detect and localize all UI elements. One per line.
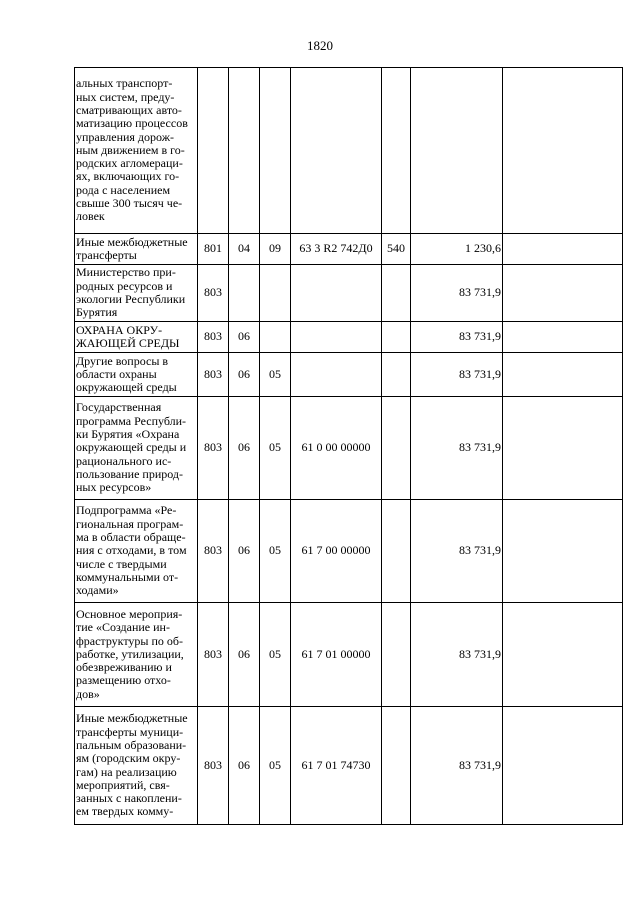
cell-vr: 540 (382, 234, 411, 265)
cell-pr (260, 322, 291, 353)
cell-vr (382, 353, 411, 397)
name-line: работке, утилизации, (76, 646, 184, 661)
budget-table (74, 67, 623, 825)
name-line: ма в области обраще- (76, 530, 186, 545)
cell-extra (503, 397, 623, 500)
cell-sum: 83 731,9 (411, 603, 503, 707)
cell-rz (229, 68, 260, 234)
cell-extra (503, 322, 623, 353)
cell-name (75, 68, 198, 234)
cell-grbs: 803 (198, 603, 229, 707)
cell-vr (382, 707, 411, 825)
name-line: ях, включающих го- (76, 169, 180, 184)
cell-grbs: 801 (198, 234, 229, 265)
table-row (75, 603, 623, 707)
cell-vr (382, 397, 411, 500)
cell-grbs: 803 (198, 353, 229, 397)
cell-pr (260, 68, 291, 234)
cell-rz: 06 (229, 397, 260, 500)
cell-rz: 06 (229, 322, 260, 353)
name-line: Иные межбюджетные (76, 711, 188, 726)
name-line: ным движением в го- (76, 142, 185, 157)
name-line: трансферты муници- (76, 724, 184, 739)
table-row (75, 397, 623, 500)
cell-csr (291, 322, 382, 353)
name-line: Подпрограмма «Ре- (76, 503, 177, 518)
name-line: экологии Республики (76, 292, 186, 306)
name-line: дов» (76, 686, 100, 701)
cell-sum: 83 731,9 (411, 265, 503, 322)
cell-name (75, 322, 198, 353)
name-line: ОХРАНА ОКРУ- (76, 322, 163, 337)
cell-vr (382, 603, 411, 707)
name-line: рода с населением (76, 182, 171, 197)
name-line: фраструктуры по об- (76, 633, 184, 648)
table-row (75, 322, 623, 353)
cell-grbs: 803 (198, 397, 229, 500)
cell-vr (382, 265, 411, 322)
name-line: ловек (76, 209, 105, 224)
cell-name (75, 234, 198, 265)
name-line: коммунальными от- (76, 569, 179, 584)
name-line: окружающей среды и (76, 440, 187, 455)
cell-name (75, 603, 198, 707)
cell-pr: 05 (260, 500, 291, 603)
name-line: области охраны (76, 366, 157, 381)
cell-vr (382, 500, 411, 603)
name-line: свыше 300 тысяч че- (76, 196, 183, 211)
name-line: ния с отходами, в том (76, 543, 187, 558)
name-line: ных ресурсов» (76, 480, 152, 495)
table-row (75, 265, 623, 322)
cell-rz: 06 (229, 353, 260, 397)
cell-csr: 61 7 00 00000 (291, 500, 382, 603)
cell-pr (260, 265, 291, 322)
cell-extra (503, 353, 623, 397)
name-line: ем твердых комму- (76, 804, 174, 819)
table-row (75, 353, 623, 397)
name-line: размещению отхо- (76, 673, 171, 688)
cell-pr: 09 (260, 234, 291, 265)
name-line: окружающей среды (76, 380, 177, 395)
cell-grbs: 803 (198, 707, 229, 825)
name-line: родских агломераци- (76, 156, 183, 171)
cell-name (75, 265, 198, 322)
cell-pr: 05 (260, 707, 291, 825)
cell-rz (229, 265, 260, 322)
table-row (75, 500, 623, 603)
cell-rz: 06 (229, 500, 260, 603)
name-line: матизацию процессов (76, 116, 188, 131)
name-line: сматривающих авто- (76, 102, 182, 117)
cell-csr: 61 7 01 00000 (291, 603, 382, 707)
cell-sum: 83 731,9 (411, 707, 503, 825)
name-line: гиональная програм- (76, 516, 184, 531)
cell-sum: 83 731,9 (411, 397, 503, 500)
cell-pr: 05 (260, 353, 291, 397)
name-line: обезвреживанию и (76, 660, 172, 675)
cell-csr: 63 3 R2 742Д0 (291, 234, 382, 265)
cell-csr (291, 353, 382, 397)
cell-pr: 05 (260, 603, 291, 707)
cell-grbs: 803 (198, 500, 229, 603)
cell-name (75, 397, 198, 500)
cell-pr: 05 (260, 397, 291, 500)
table-row (75, 68, 623, 234)
cell-sum: 83 731,9 (411, 322, 503, 353)
name-line: Государственная (76, 400, 162, 415)
cell-csr: 61 0 00 00000 (291, 397, 382, 500)
cell-sum: 83 731,9 (411, 500, 503, 603)
cell-extra (503, 234, 623, 265)
page-number: 1820 (307, 38, 333, 53)
cell-grbs: 803 (198, 322, 229, 353)
cell-name (75, 353, 198, 397)
cell-vr (382, 68, 411, 234)
cell-sum (411, 68, 503, 234)
cell-extra (503, 265, 623, 322)
cell-grbs: 803 (198, 265, 229, 322)
cell-rz: 04 (229, 234, 260, 265)
cell-grbs (198, 68, 229, 234)
name-line: трансферты (76, 248, 137, 262)
name-line: ям (городским окру- (76, 751, 181, 766)
name-line: программа Республи- (76, 413, 187, 428)
name-line: рационального ис- (76, 453, 172, 468)
cell-rz: 06 (229, 707, 260, 825)
table-row (75, 707, 623, 825)
name-line: ходами» (76, 583, 119, 598)
name-line: пользование природ- (76, 466, 183, 481)
name-line: Иные межбюджетные (76, 234, 188, 249)
cell-csr (291, 265, 382, 322)
name-line: ЖАЮЩЕЙ СРЕДЫ (76, 336, 180, 350)
cell-extra (503, 500, 623, 603)
cell-csr (291, 68, 382, 234)
name-line: занных с накоплени- (76, 791, 182, 806)
name-line: ных систем, преду- (76, 89, 175, 104)
name-line: Министерство при- (76, 265, 176, 280)
name-line: родных ресурсов и (76, 278, 173, 293)
name-line: Основное мероприя- (76, 606, 183, 621)
cell-extra (503, 707, 623, 825)
cell-name (75, 707, 198, 825)
cell-csr: 61 7 01 74730 (291, 707, 382, 825)
name-line: тие «Создание ин- (76, 620, 170, 635)
table-row (75, 234, 623, 265)
name-line: пальным образовани- (76, 737, 187, 752)
name-line: альных транспорт- (76, 76, 173, 91)
name-line: управления дорож- (76, 129, 175, 144)
cell-name (75, 500, 198, 603)
name-line: гам) на реализацию (76, 764, 177, 779)
name-line: мероприятий, свя- (76, 777, 170, 792)
table-body (75, 68, 623, 825)
name-line: Другие вопросы в (76, 353, 169, 368)
name-line: ки Бурятия «Охрана (76, 427, 180, 442)
name-line: Бурятия (76, 305, 118, 320)
cell-sum: 83 731,9 (411, 353, 503, 397)
cell-sum: 1 230,6 (411, 234, 503, 265)
name-line: числе с твердыми (76, 556, 167, 571)
cell-extra (503, 603, 623, 707)
cell-rz: 06 (229, 603, 260, 707)
cell-extra (503, 68, 623, 234)
cell-vr (382, 322, 411, 353)
